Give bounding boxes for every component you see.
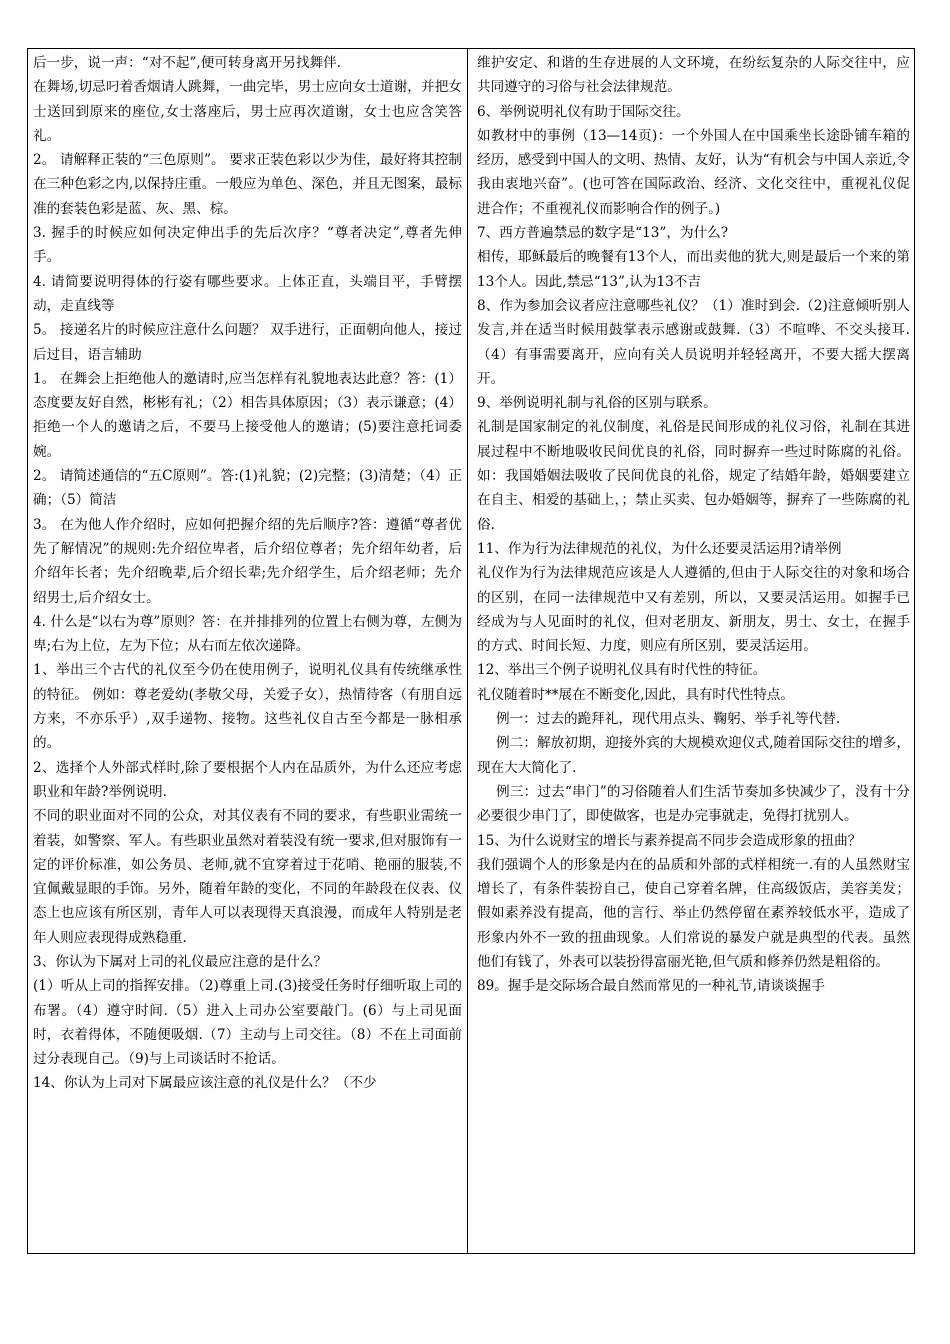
right-column-paragraph: 我们强调个人的形象是内在的品质和外部的式样相统一.有的人虽然财宝增长了，有条件装扮自己，使自己穿着名牌，住高级饭店，美容美发；假如素养没有提高，他的言行、举止仍然停留在素养较低水平，造成了形象内外不一致的扭曲现象。人们常说的暴发户就是典型的代表。虽然他们有钱了，外表可以装扮得富丽光艳,但气质和修养仍然是粗俗的。 <box>477 856 910 970</box>
right-column-paragraph: 如教材中的事例（13—14页)：一个外国人在中国乘坐长途卧铺车箱的经历，感受到中国人的文明、热情、友好，认为“有机会与中国人亲近,令我由衷地兴奋”。(也可答在国际政治、经济、文化交往中，重视礼仪促进合作；不重视礼仪而影响合作的例子。) <box>477 127 910 217</box>
left-column-paragraph: 2。 请解释正装的“三色原则”。 要求正装色彩以少为佳，最好将其控制在三种色彩之内,以保持庄重。一般应为单色、深色，并且无图案，最标准的套装色彩是蓝、灰、黑、棕。 <box>33 152 462 217</box>
right-column-paragraph: 礼仪随着时**展在不断变化,因此，具有时代性特点。 <box>477 686 794 703</box>
left-column-paragraph: 2。 请简述通信的“五C原则”。答:(1)礼貌；(2)完整；(3)清楚；（4）正确；（5）简洁 <box>33 468 462 509</box>
right-column-paragraph: 8、作为参加会议者应注意哪些礼仪？（1）准时到会.（2)注意倾听别人发言,并在适当时候用鼓掌表示感谢或鼓舞.（3）不喧哗、不交头接耳.（4）有事需要离开，应向有关人员说明并轻轻离开，不要大摇大摆离开。 <box>477 297 910 387</box>
left-column-paragraph: (1）听从上司的指挥安排。（2)尊重上司.(3)接受任务时仔细听取上司的布署。（4）遵守时间.（5）进入上司办公室要敲门。(6）与上司见面时，衣着得体，不随便吸烟.（7）主动与上司交往。（8）不在上司面前过分表现自己。（9)与上司谈话时不抢话。 <box>33 978 462 1068</box>
right-column-paragraph: 12、举出三个例子说明礼仪具有时代性的特征。 <box>477 662 767 679</box>
right-column-paragraph: 9、举例说明礼制与礼俗的区别与联系。 <box>477 395 717 412</box>
left-column-paragraph: 1。 在舞会上拒绝他人的邀请时,应当怎样有礼貌地表达此意？答：(1）态度要友好自然，彬彬有礼；（2）相告具体原因；（3）表示谦意；(4）拒绝一个人的邀请之后，不要马上接受他人的邀请；(5)要注意托词委婉。 <box>33 370 462 460</box>
left-column-paragraph: 后一步，说一声：“对不起”,便可转身离开另找舞伴. <box>33 55 342 71</box>
left-column-paragraph: 2、选择个人外部式样时,除了要根据个人内在品质外，为什么还应考虑职业和年龄?举例说明. <box>33 759 462 800</box>
right-column-paragraph: 89。握手是交际场合最自然而常见的一种礼节,请谈谈握手 <box>477 978 825 995</box>
right-column-paragraph: 礼仪作为行为法律规范应该是人人遵循的,但由于人际交往的对象和场合的区别，在同一法律规范中又有差别，所以，又要灵活运用。如握手已经成为与人见面时的礼仪，但对老朋友、新朋友，男士、女士，在握手的方式、时间长短、力度，则应有所区别，要灵活运用。 <box>477 565 910 655</box>
right-column-paragraph: 礼制是国家制定的礼仪制度，礼俗是民间形成的礼仪习俗，礼制在其进展过程中不断地吸收民间优良的礼俗，同时摒弃一些过时陈腐的礼俗。如：我国婚姻法吸收了民间优良的礼俗，规定了结婚年龄，婚姻要建立在自主、相爱的基础上，；禁止买卖、包办婚姻等，摒弃了一些陈腐的礼俗. <box>477 419 910 533</box>
left-column-paragraph: 5。 接递名片的时候应注意什么问题？ 双手进行，正面朝向他人，接过后过目，语言辅助 <box>33 322 462 363</box>
left-column-paragraph: 3、你认为下属对上司的礼仪最应注意的是什么？ <box>33 953 328 970</box>
left-column-paragraph: 14、你认为上司对下属最应该注意的礼仪是什么？（不少 <box>33 1075 377 1092</box>
left-column-paragraph: 3. 握手的时候应如何决定伸出手的先后次序？“尊者决定”,尊者先伸手。 <box>33 225 462 266</box>
right-column-paragraph: 例二：解放初期，迎接外宾的大规模欢迎仪式,随着国际交往的增多，现在大大简化了. <box>477 735 910 776</box>
right-column-paragraph: 维护安定、和谐的生存进展的人文环境，在纷纭复杂的人际交往中，应共同遵守的习俗与社会法律规范。 <box>477 55 910 96</box>
document-table <box>27 48 915 1254</box>
right-column-paragraph: 15、为什么说财宝的增长与素养提高不同步会造成形象的扭曲？ <box>477 832 862 849</box>
right-column-paragraph: 例一：过去的跪拜礼，现代用点头、鞠躬、举手礼等代替. <box>496 711 841 728</box>
right-column <box>467 49 914 1253</box>
left-column-paragraph: 在舞场,切忌叼着香烟请人跳舞，一曲完毕，男士应向女士道谢，并把女士送回到原来的座位,女士落座后，男士应再次道谢，女士也应含笑答礼。 <box>33 79 462 144</box>
left-column-paragraph: 不同的职业面对不同的公众，对其仪表有不同的要求，有些职业需统一着装，如警察、军人。有些职业虽然对着装没有统一要求,但对服饰有一定的评价标准，如公务员、老师,就不宜穿着过于花哨、艳丽的服装,不宜佩戴显眼的手饰。另外，随着年龄的变化，不同的年龄段在仪表、仪态上也应该有所区别，青年人可以表现得天真浪漫，而成年人特别是老年人则应表现得成熟稳重. <box>33 808 462 946</box>
left-column-paragraph: 4. 请简要说明得体的行姿有哪些要求。上体正直，头端目平，手臂摆动，走直线等 <box>33 273 462 314</box>
right-column-paragraph: 11、作为行为法律规范的礼仪，为什么还要灵活运用?请举例 <box>477 540 842 557</box>
right-column-paragraph: 6、举例说明礼仪有助于国际交往。 <box>477 103 690 120</box>
left-column-paragraph: 4. 什么是“以右为尊”原则？答：在并排排列的位置上右侧为尊，左侧为卑;右为上位，左为下位；从右而左依次递降。 <box>33 613 462 655</box>
right-column-paragraph: 7、西方普遍禁忌的数字是“13”，为什么? <box>477 225 729 242</box>
left-column-paragraph: 1、举出三个古代的礼仪至今仍在使用例子，说明礼仪具有传统继承性的特征。 例如：尊老爱幼(孝敬父母，关爱子女），热情待客（有朋自远方来，不亦乐乎）,双手递物、接物。这些礼仪自古至今都是一脉相承的。 <box>33 662 462 752</box>
right-column-paragraph: 例三：过去“串门”的习俗随着人们生活节奏加多快减少了，没有十分必要很少串门了，即使做客，也是办完事就走，免得打扰别人。 <box>477 783 910 825</box>
right-column-paragraph: 相传，耶稣最后的晚餐有13个人，而出卖他的犹大,则是最后一个来的第13个人。因此,禁忌“13”,认为13不吉 <box>477 249 910 290</box>
left-column-paragraph: 3。 在为他人作介绍时，应如何把握介绍的先后顺序?答：遵循“尊者优先了解情况”的规则:先介绍位卑者，后介绍位尊者；先介绍年幼者，后介绍年长者；先介绍晚辈,后介绍长辈;先介绍学生，后介绍老师；先介绍男士,后介绍女士。 <box>33 516 462 606</box>
left-column <box>28 49 466 1253</box>
